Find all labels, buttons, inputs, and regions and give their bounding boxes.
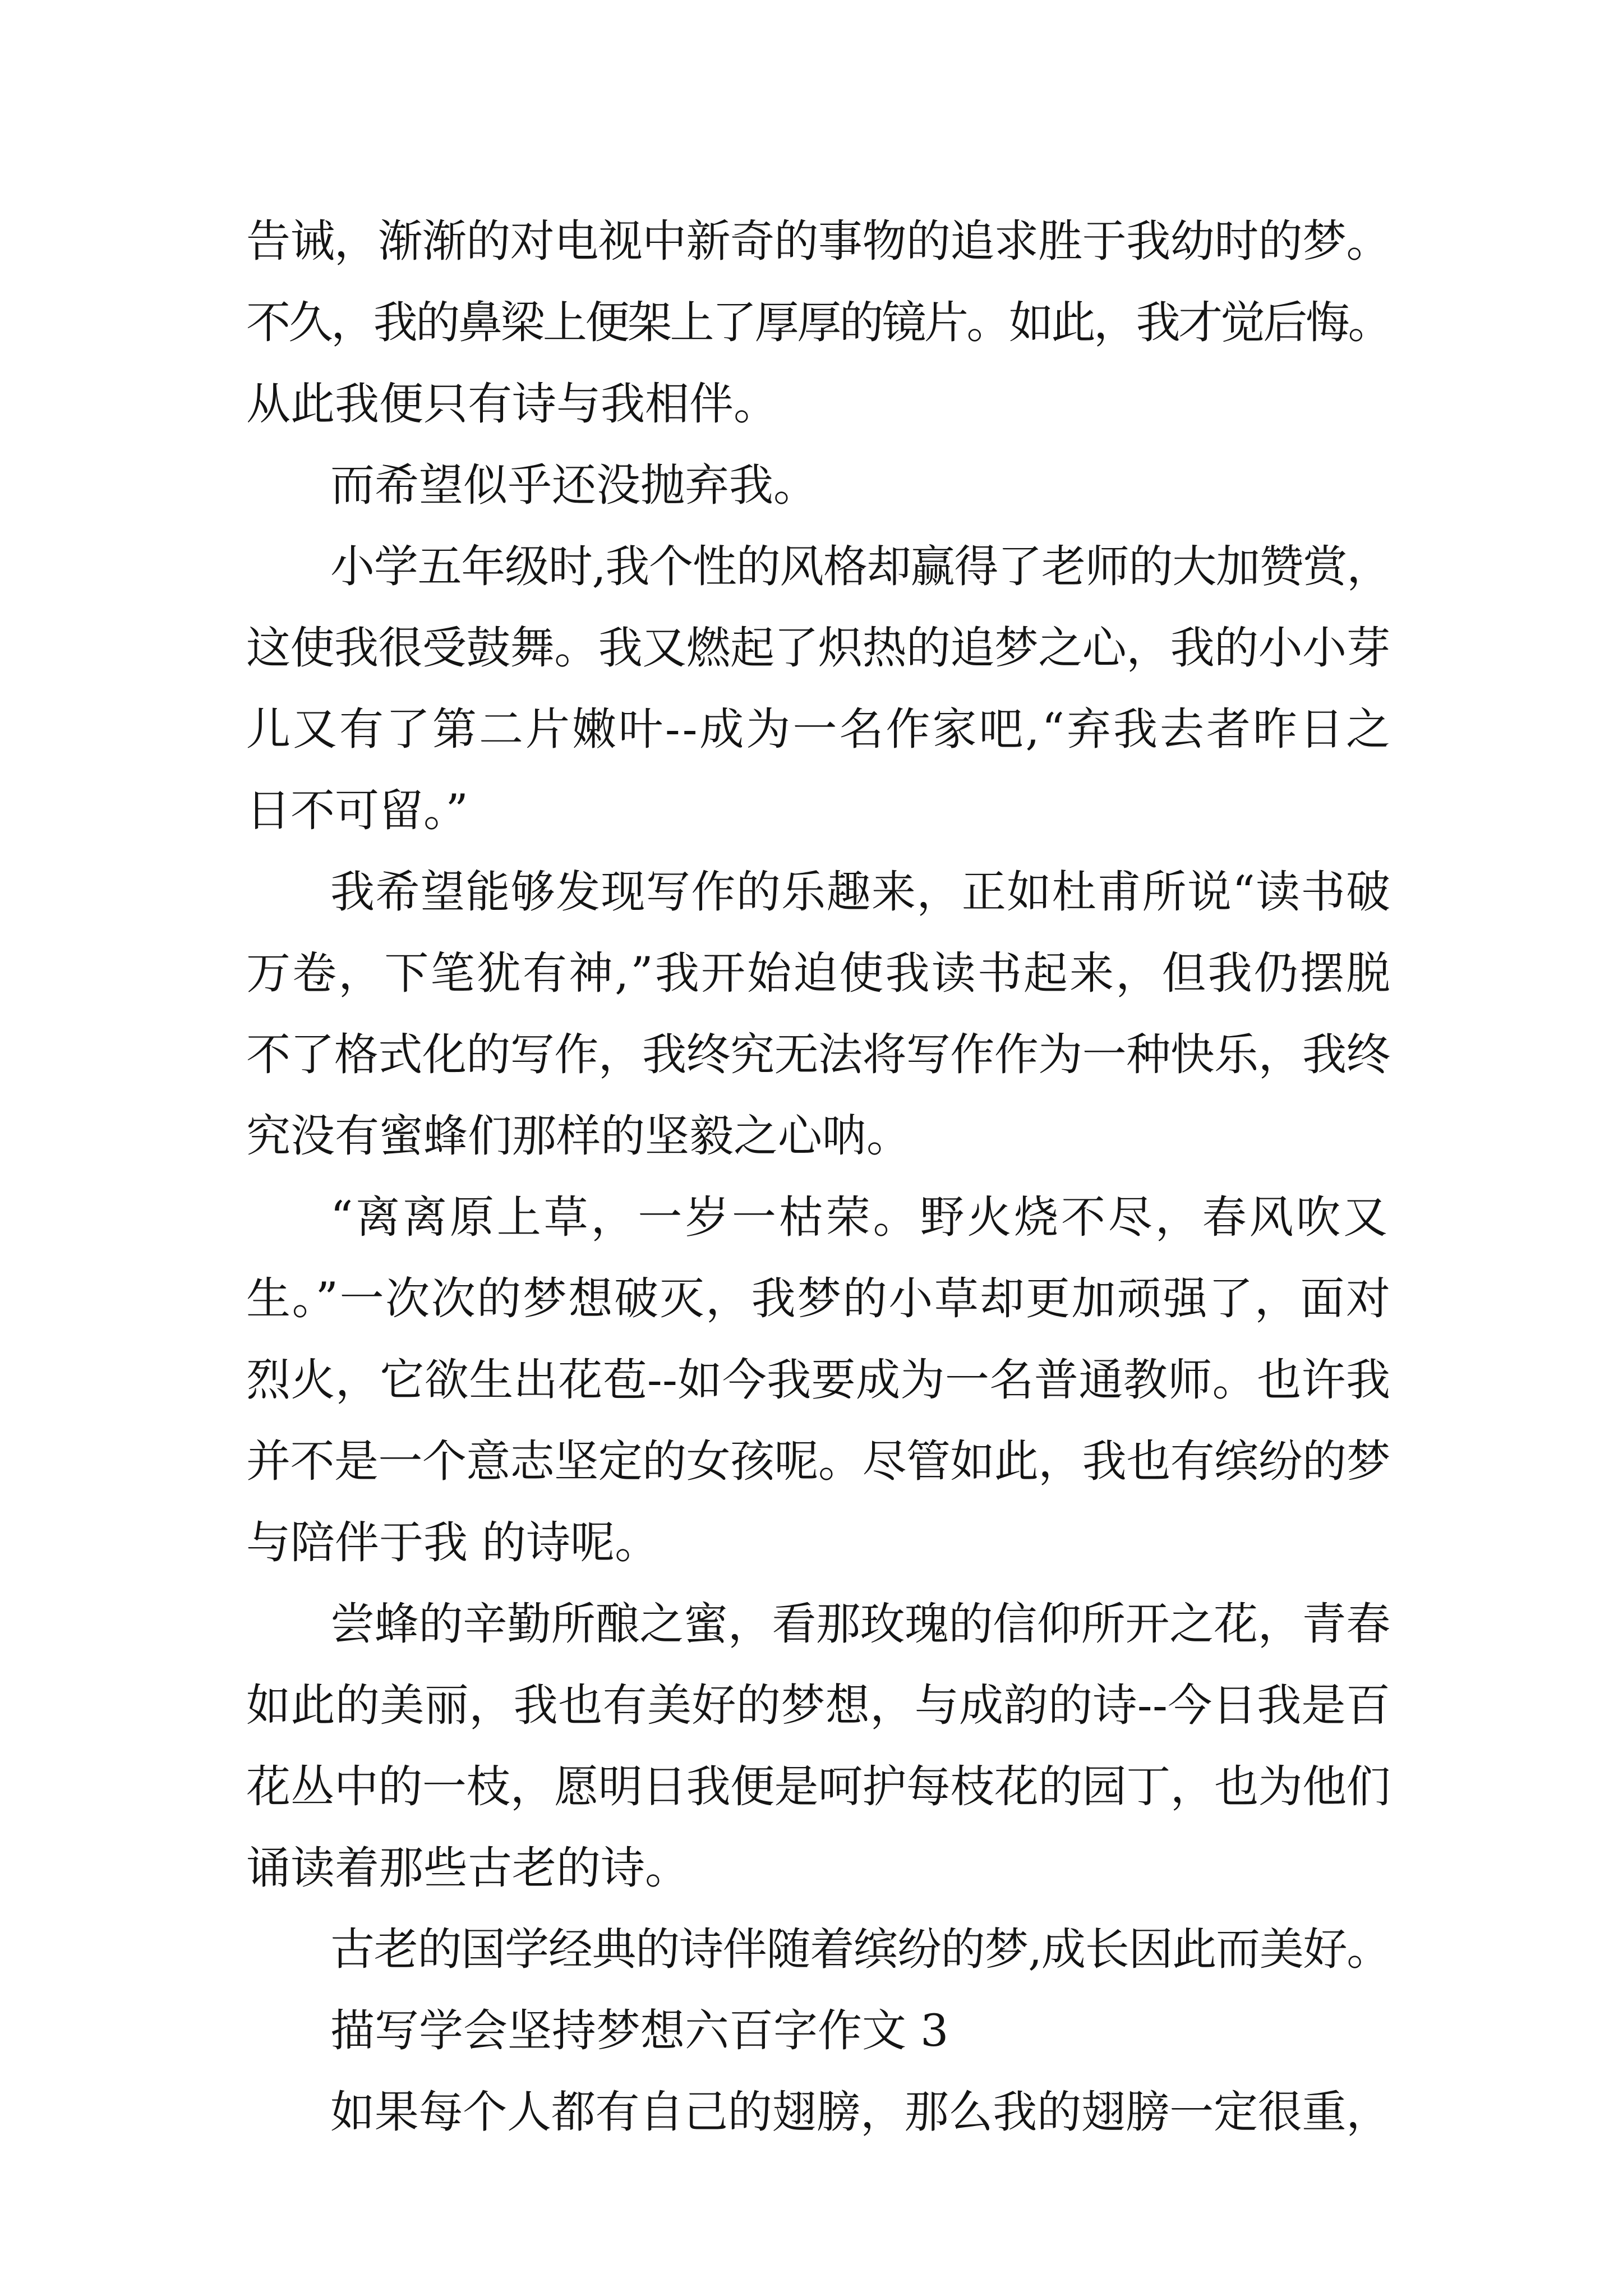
text-line: 从此我便只有诗与我相伴。 bbox=[246, 378, 778, 430]
text-line: 生。”一次次的梦想破灭，我梦的小草却更加顽强了，面对 bbox=[246, 1273, 1392, 1324]
text-line: 描写学会坚持梦想六百字作文 3 bbox=[330, 2005, 949, 2056]
text-line: 究没有蜜蜂们那样的坚毅之心呐。 bbox=[246, 1110, 911, 1162]
text-line: 尝蜂的辛勤所酿之蜜，看那玫瑰的信仰所开之花，青春 bbox=[330, 1598, 1390, 1650]
text-line: 并不是一个意志坚定的女孩呢。尽管如此，我也有缤纷的梦 bbox=[246, 1435, 1391, 1487]
text-line: 小学五年级时,我个性的风格却赢得了老师的大加赞赏， bbox=[330, 541, 1390, 592]
text-line: 不久，我的鼻梁上便架上了厚厚的镜片。如此，我才觉后悔。 bbox=[246, 297, 1390, 348]
text-line: 日不可留。” bbox=[246, 785, 468, 836]
text-line: 如此的美丽，我也有美好的梦想，与成韵的诗--今日我是百 bbox=[246, 1680, 1391, 1731]
text-line: 告诫，渐渐的对电视中新奇的事物的追求胜于我幼时的梦。 bbox=[246, 215, 1391, 267]
text-line: 烈火，它欲生出花苞--如今我要成为一名普通教师。也许我 bbox=[246, 1354, 1391, 1406]
text-line: 如果每个人都有自己的翅膀，那么我的翅膀一定很重， bbox=[330, 2086, 1390, 2138]
text-line: 而希望似乎还没抛弃我。 bbox=[330, 459, 818, 511]
text-line: 儿又有了第二片嫩叶--成为一名作家吧,“弃我去者昨日之 bbox=[246, 703, 1393, 755]
text-line: 万卷，下笔犹有神,”我开始迫使我读书起来，但我仍摆脱 bbox=[246, 947, 1393, 999]
text-line: 诵读着那些古老的诗。 bbox=[246, 1842, 689, 1894]
text-line: 花丛中的一枝，愿明日我便是呵护每枝花的园丁，也为他们 bbox=[246, 1761, 1391, 1812]
text-line: 这使我很受鼓舞。我又燃起了炽热的追梦之心，我的小小芽 bbox=[246, 622, 1391, 674]
text-line: “离离原上草，一岁一枯荣。野火烧不尽，春风吹又 bbox=[330, 1191, 1390, 1243]
text-line: 我希望能够发现写作的乐趣来，正如杜甫所说“读书破 bbox=[330, 866, 1391, 918]
text-line: 古老的国学经典的诗伴随着缤纷的梦,成长因此而美好。 bbox=[330, 1924, 1390, 1975]
document-body bbox=[246, 201, 1393, 2153]
text-line: 与陪伴于我 的诗呢。 bbox=[246, 1517, 660, 1568]
text-line: 不了格式化的写作，我终究无法将写作作为一种快乐，我终 bbox=[246, 1029, 1391, 1080]
